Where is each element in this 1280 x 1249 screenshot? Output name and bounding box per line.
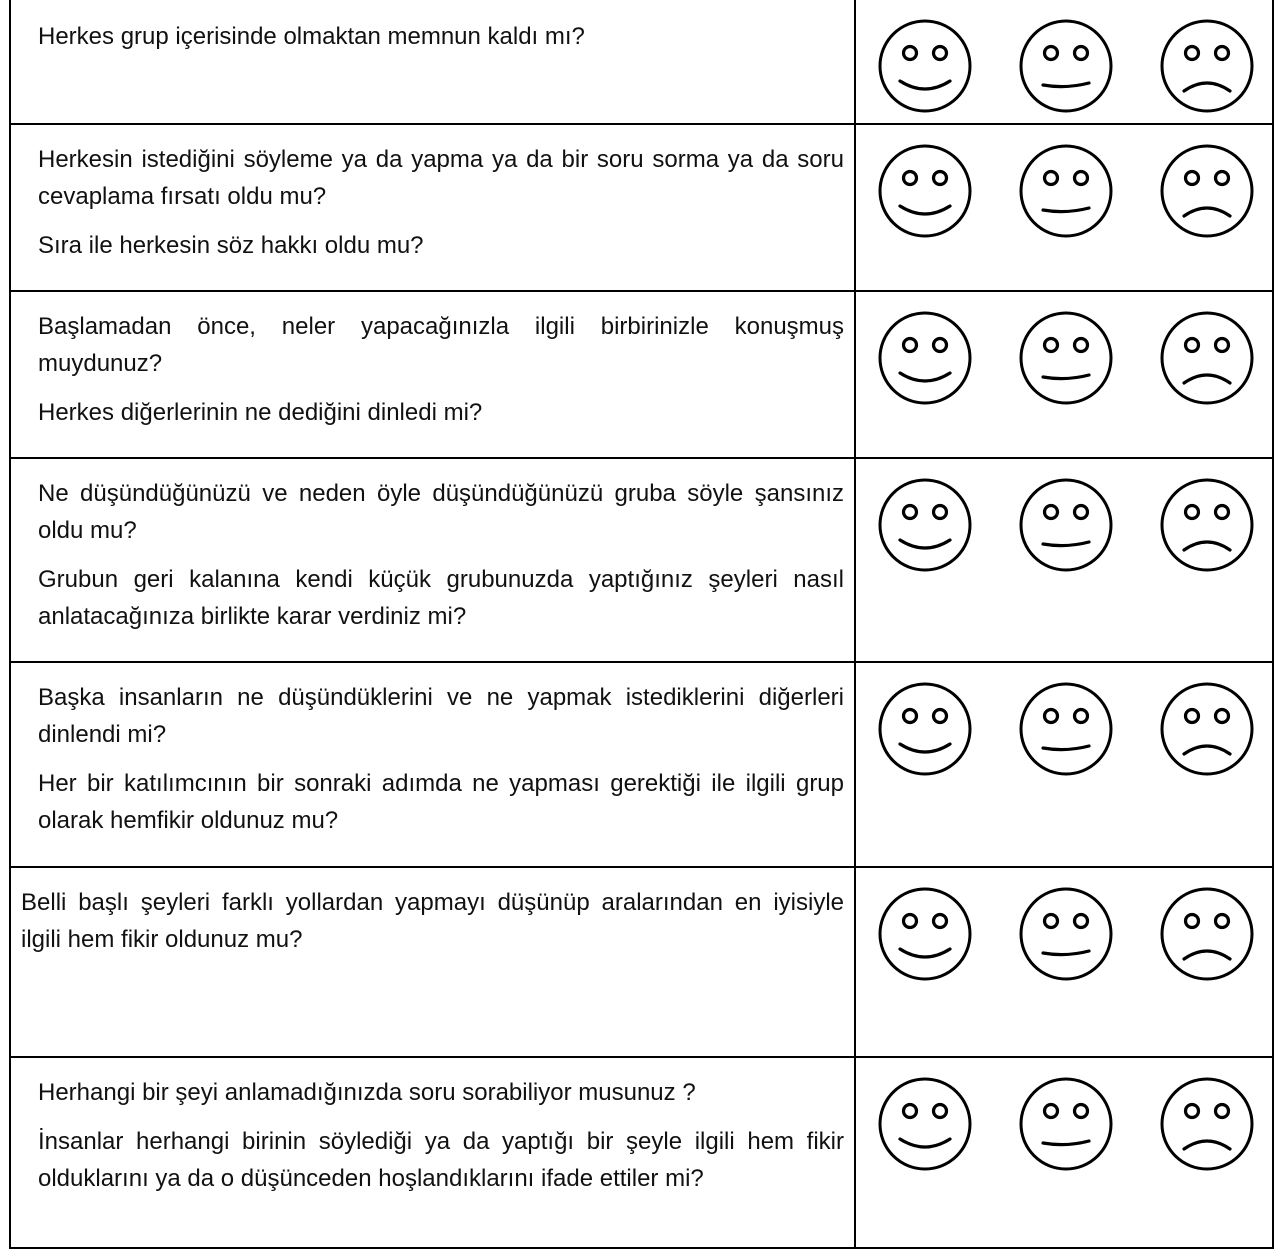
smiling-face-icon[interactable] [874,1073,976,1175]
evaluation-table [9,0,1274,1249]
table-row [10,458,1273,662]
question-text: Herhangi bir şeyi anlamadığınızda soru sorabiliyor musunuz ? [38,1079,696,1106]
smiling-face-icon[interactable] [874,678,976,780]
question-text: Ne düşündüğünüzü ve neden öyle düşündüğünüzü gruba söyle şansınız oldu mu? [38,480,844,544]
rating-faces [856,292,1272,409]
question-text: Belli başlı şeyleri farklı yollardan yapmayı düşünüp aralarından en iyisiyle ilgili hem fikir oldunuz mu? [21,889,844,953]
frowning-face-icon[interactable] [1156,307,1258,409]
smiling-face-icon[interactable] [874,474,976,576]
rating-faces [856,0,1272,117]
rating-cell [855,291,1273,458]
question-text: Sıra ile herkesin söz hakkı oldu mu? [38,232,424,259]
rating-cell [855,662,1273,867]
table-row [10,867,1273,1057]
smiling-face-icon[interactable] [874,15,976,117]
frowning-face-icon[interactable] [1156,15,1258,117]
rating-cell [855,124,1273,291]
rating-faces [856,868,1272,985]
question-text: Herkes diğerlerinin ne dediğini dinledi mi? [38,399,483,426]
smiling-face-icon[interactable] [874,140,976,242]
question-text: Grubun geri kalanına kendi küçük grubunuzda yaptığınız şeyleri nasıl anlatacağınıza birlikte karar verdiniz mi? [38,566,844,630]
neutral-face-icon[interactable] [1015,307,1117,409]
rating-cell [855,1057,1273,1248]
table-row [10,291,1273,458]
question-cell [10,867,855,1057]
neutral-face-icon[interactable] [1015,140,1117,242]
neutral-face-icon[interactable] [1015,1073,1117,1175]
frowning-face-icon[interactable] [1156,883,1258,985]
question-text: Herkes grup içerisinde olmaktan memnun kaldı mı? [38,23,585,50]
question-cell [10,458,855,662]
rating-cell [855,867,1273,1057]
neutral-face-icon[interactable] [1015,678,1117,780]
rating-cell [855,0,1273,124]
frowning-face-icon[interactable] [1156,678,1258,780]
question-cell [10,124,855,291]
question-cell [10,1057,855,1248]
question-text: İnsanlar herhangi birinin söylediği ya da yaptığı bir şeyle ilgili hem fikir olduklarını ya da o düşünceden hoşlandıklarını ifade ettiler mi? [38,1128,844,1192]
smiling-face-icon[interactable] [874,883,976,985]
question-text: Herkesin istediğini söyleme ya da yapma ya da bir soru sorma ya da soru cevaplama fırsatı oldu mu? [38,146,844,210]
rating-faces [856,663,1272,780]
question-text: Başka insanların ne düşündüklerini ve ne yapmak istediklerini diğerleri dinlendi mi? [38,684,844,748]
smiling-face-icon[interactable] [874,307,976,409]
table-row [10,124,1273,291]
rating-cell [855,458,1273,662]
table-row [10,0,1273,124]
rating-faces [856,459,1272,576]
question-cell [10,291,855,458]
frowning-face-icon[interactable] [1156,140,1258,242]
question-cell [10,662,855,867]
question-text: Her bir katılımcının bir sonraki adımda ne yapması gerektiği ile ilgili grup olarak hemfikir oldunuz mu? [38,770,844,834]
table-row [10,1057,1273,1248]
neutral-face-icon[interactable] [1015,15,1117,117]
frowning-face-icon[interactable] [1156,474,1258,576]
question-cell [10,0,855,124]
table-row [10,662,1273,867]
rating-faces [856,125,1272,242]
neutral-face-icon[interactable] [1015,883,1117,985]
frowning-face-icon[interactable] [1156,1073,1258,1175]
rating-faces [856,1058,1272,1175]
neutral-face-icon[interactable] [1015,474,1117,576]
question-text: Başlamadan önce, neler yapacağınızla ilgili birbirinizle konuşmuş muydunuz? [38,313,844,377]
